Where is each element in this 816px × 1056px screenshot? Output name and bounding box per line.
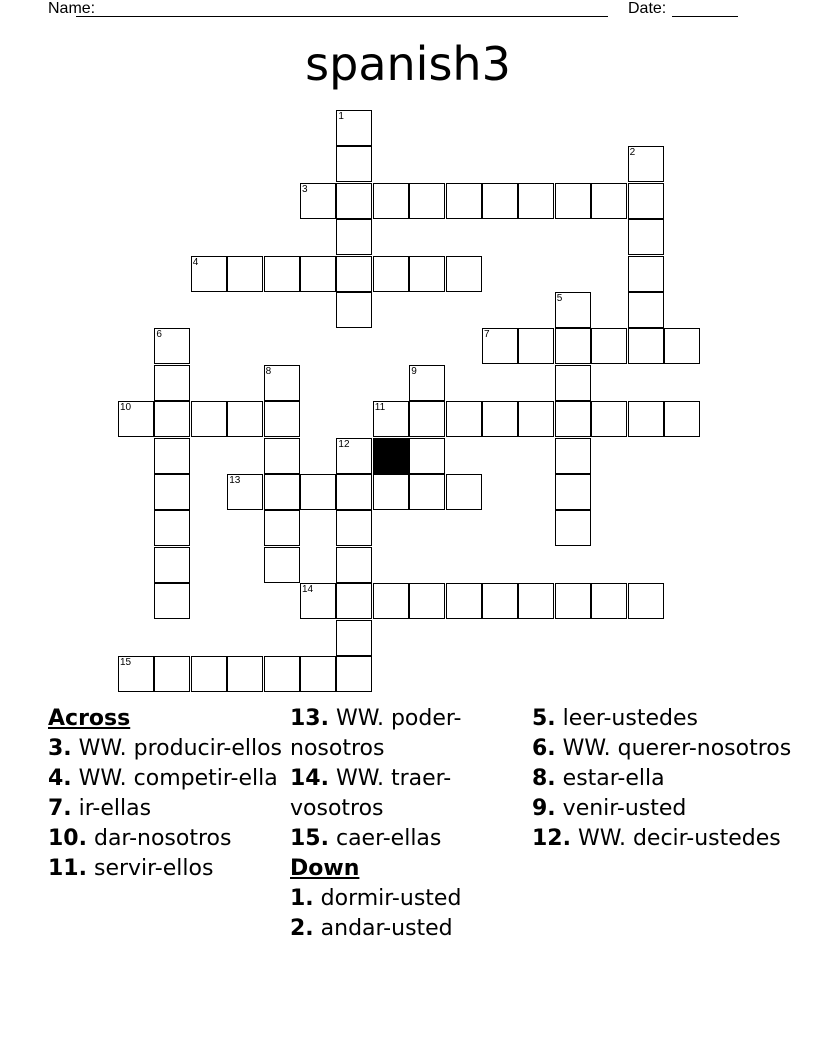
grid-cell[interactable] (264, 365, 300, 401)
grid-cell[interactable] (628, 256, 664, 292)
grid-cell[interactable] (264, 474, 300, 510)
clue-number: 9 (411, 365, 417, 377)
date-label: Date: (628, 0, 667, 17)
clue-down-1: 1. dormir-usted (290, 886, 462, 911)
grid-cell[interactable] (446, 583, 482, 619)
grid-cell[interactable] (373, 183, 409, 219)
grid-cell[interactable] (300, 183, 336, 219)
grid-cell[interactable] (555, 328, 591, 364)
clue-down-12: 12. WW. decir-ustedes (532, 826, 781, 851)
grid-cell[interactable] (409, 183, 445, 219)
grid-cell[interactable] (336, 183, 372, 219)
grid-cell[interactable] (555, 474, 591, 510)
grid-cell[interactable] (336, 583, 372, 619)
grid-cell[interactable] (300, 256, 336, 292)
grid-cell[interactable] (482, 583, 518, 619)
grid-cell[interactable] (264, 401, 300, 437)
grid-cell[interactable] (409, 438, 445, 474)
grid-cell[interactable] (264, 510, 300, 546)
grid-cell[interactable] (336, 438, 372, 474)
grid-cell[interactable] (227, 656, 263, 692)
grid-cell[interactable] (409, 401, 445, 437)
grid-cell[interactable] (300, 474, 336, 510)
grid-cell[interactable] (118, 401, 154, 437)
grid-cell[interactable] (373, 401, 409, 437)
grid-cell[interactable] (336, 656, 372, 692)
grid-cell[interactable] (336, 620, 372, 656)
grid-cell[interactable] (482, 328, 518, 364)
grid-cell[interactable] (409, 583, 445, 619)
grid-cell[interactable] (118, 656, 154, 692)
grid-cell[interactable] (336, 292, 372, 328)
clue-number: 7 (484, 329, 490, 341)
grid-cell[interactable] (628, 219, 664, 255)
clue-number: 6 (156, 329, 162, 341)
grid-cell[interactable] (555, 401, 591, 437)
grid-cell[interactable] (555, 583, 591, 619)
grid-cell[interactable] (227, 401, 263, 437)
clue-down-6: 6. WW. querer-nosotros (532, 736, 792, 761)
grid-cell[interactable] (154, 656, 190, 692)
name-label: Name: (48, 0, 96, 17)
black-square (373, 438, 409, 474)
grid-cell[interactable] (264, 656, 300, 692)
grid-cell[interactable] (264, 547, 300, 583)
grid-cell[interactable] (628, 328, 664, 364)
clue-number: 4 (192, 256, 199, 268)
clue-number: 13 (229, 475, 241, 486)
grid-cell[interactable] (373, 256, 409, 292)
grid-cell[interactable] (154, 365, 190, 401)
clue-number: 10 (120, 402, 132, 414)
clue-number: 1 (338, 111, 344, 122)
grid-cell[interactable] (518, 183, 554, 219)
grid-cell[interactable] (409, 256, 445, 292)
clue-number: 15 (120, 657, 132, 668)
grid-cell[interactable] (191, 656, 227, 692)
grid-cell[interactable] (154, 547, 190, 583)
clue-number: 5 (556, 293, 563, 304)
clue-across-13: 13. WW. poder-nosotros (290, 706, 462, 761)
grid-cell[interactable] (264, 438, 300, 474)
clue-across-14: 14. WW. traer-vosotros (290, 766, 452, 821)
clue-column-2 (290, 704, 526, 944)
grid-cell[interactable] (555, 365, 591, 401)
grid-cell[interactable] (664, 328, 700, 364)
clue-column-1 (48, 704, 284, 884)
clue-down-5: 5. leer-ustedes (532, 706, 698, 731)
clue-across-11: 11. servir-ellos (48, 856, 214, 881)
grid-cell[interactable] (591, 583, 627, 619)
grid-cell[interactable] (409, 474, 445, 510)
grid-cell[interactable] (664, 401, 700, 437)
grid-cell[interactable] (446, 256, 482, 292)
grid-cell[interactable] (300, 583, 336, 619)
grid-cell[interactable] (227, 474, 263, 510)
grid-cell[interactable] (555, 292, 591, 328)
grid-cell[interactable] (336, 510, 372, 546)
grid-cell[interactable] (154, 328, 190, 364)
grid-cell[interactable] (555, 510, 591, 546)
clue-across-10: 10. dar-nosotros (48, 826, 232, 851)
grid-cell[interactable] (154, 438, 190, 474)
grid-cell[interactable] (591, 328, 627, 364)
grid-cell[interactable] (591, 401, 627, 437)
across-heading: Across (48, 706, 131, 731)
grid-cell[interactable] (409, 365, 445, 401)
grid-cell[interactable] (191, 256, 227, 292)
grid-cell[interactable] (446, 474, 482, 510)
grid-cell[interactable] (518, 583, 554, 619)
grid-cell[interactable] (336, 110, 372, 146)
clue-down-8: 8. estar-ella (532, 766, 665, 791)
grid-cell[interactable] (154, 474, 190, 510)
clue-number: 2 (629, 147, 636, 159)
grid-cell[interactable] (591, 183, 627, 219)
grid-cell[interactable] (191, 401, 227, 437)
down-heading: Down (290, 856, 360, 881)
grid-cell[interactable] (628, 146, 664, 182)
grid-cell[interactable] (336, 474, 372, 510)
grid-cell[interactable] (482, 401, 518, 437)
grid-cell[interactable] (518, 328, 554, 364)
clue-across-7: 7. ir-ellas (48, 796, 152, 821)
grid-cell[interactable] (482, 183, 518, 219)
clue-number: 11 (374, 402, 386, 414)
grid-cell[interactable] (336, 547, 372, 583)
clue-number: 3 (302, 183, 308, 195)
grid-cell[interactable] (336, 256, 372, 292)
grid-cell[interactable] (373, 474, 409, 510)
clue-across-15: 15. caer-ellas (290, 826, 442, 851)
grid-cell[interactable] (227, 256, 263, 292)
grid-cell[interactable] (628, 183, 664, 219)
grid-cell[interactable] (628, 292, 664, 328)
clue-column-3 (532, 704, 792, 854)
grid-cell[interactable] (154, 510, 190, 546)
clue-number: 8 (265, 365, 272, 377)
clue-across-3: 3. WW. producir-ellos (48, 736, 282, 761)
grid-cell[interactable] (446, 401, 482, 437)
grid-cell[interactable] (300, 656, 336, 692)
grid-cell[interactable] (628, 583, 664, 619)
clue-across-4: 4. WW. competir-ella (48, 766, 278, 791)
grid-cell[interactable] (154, 401, 190, 437)
clue-down-9: 9. venir-usted (532, 796, 687, 821)
grid-cell[interactable] (628, 401, 664, 437)
grid-cell[interactable] (518, 401, 554, 437)
grid-cell[interactable] (264, 256, 300, 292)
grid-cell[interactable] (446, 183, 482, 219)
page-title: spanish3 (305, 37, 511, 91)
grid-cell[interactable] (555, 438, 591, 474)
grid-cell[interactable] (336, 219, 372, 255)
grid-cell[interactable] (373, 583, 409, 619)
clue-number: 12 (338, 438, 350, 450)
clue-number: 14 (302, 584, 314, 596)
grid-cell[interactable] (555, 183, 591, 219)
clue-down-2: 2. andar-usted (290, 916, 453, 941)
grid-cell[interactable] (154, 583, 190, 619)
grid-cell[interactable] (336, 146, 372, 182)
